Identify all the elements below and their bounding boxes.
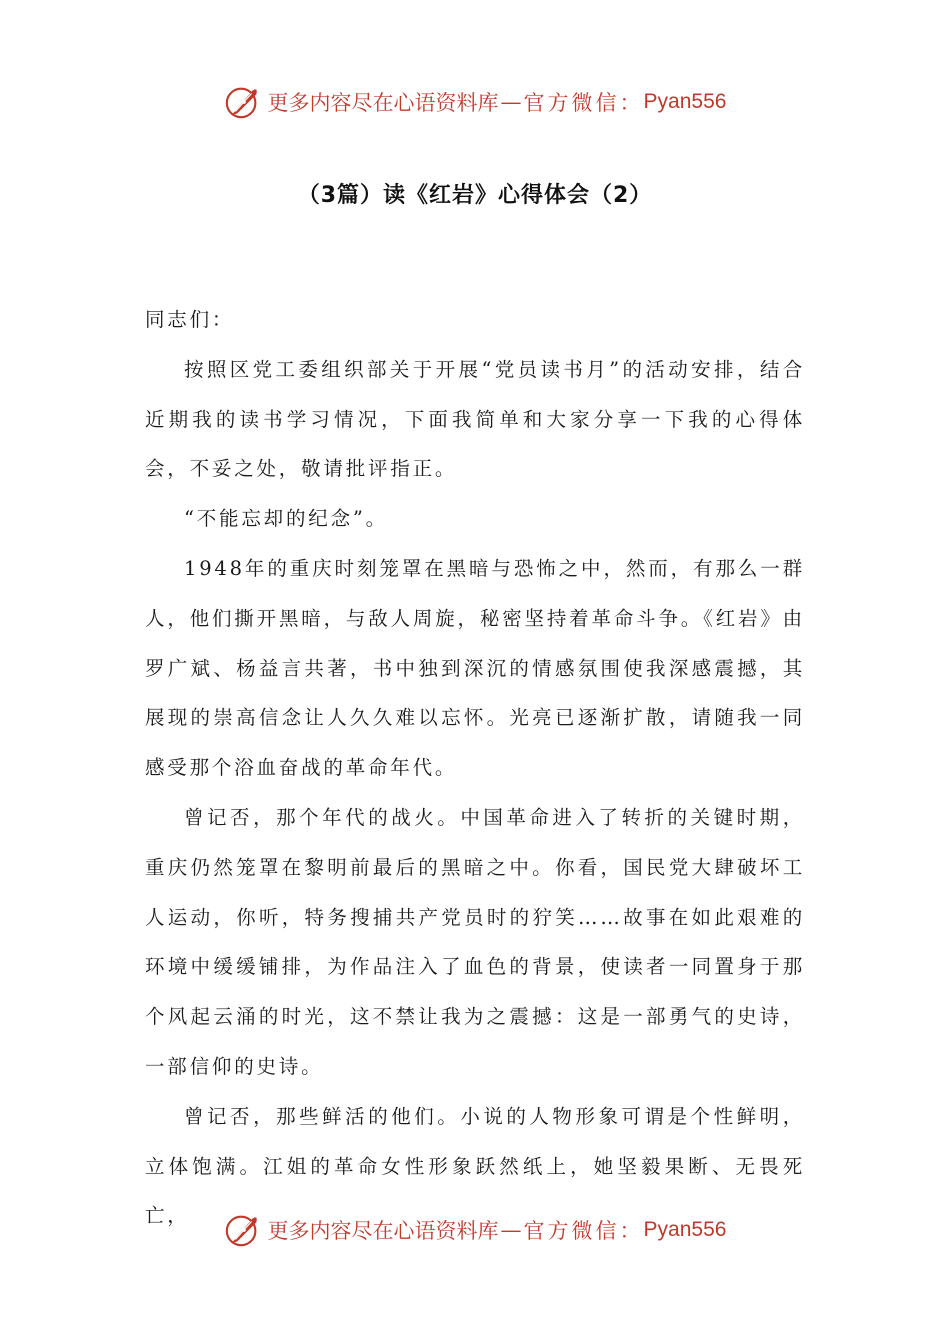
document-title: （3篇）读《红岩》心得体会（2） <box>297 183 653 208</box>
paragraph: 1948年的重庆时刻笼罩在黑暗与恐怖之中，然而，有那么一群人，他们撕开黑暗，与敌人周旋，秘密坚持着革命斗争。《红岩》由罗广斌、杨益言共著，书中独到深沉的情感氛围使我深感震撼，其展现的崇高信念让人久久难以忘怀。光亮已逐渐扩散，请随我一同感受那个浴血奋战的革命年代。 <box>145 556 805 780</box>
banner-text: 更多内容尽在心语资料库 <box>267 1219 499 1243</box>
paragraph: 曾记否，那些鲜活的他们。小说的人物形象可谓是个性鲜明，立体饱满。江姐的革命女性形象跃然纸上，她坚毅果断、无畏死亡， <box>145 1104 805 1228</box>
salutation: 同志们： <box>145 308 235 331</box>
banner-dash: — <box>500 90 522 114</box>
banner-wechat-id: Pyan556 <box>643 1218 727 1241</box>
banner-wechat-id: Pyan556 <box>643 90 727 113</box>
quill-pen-logo-icon <box>224 83 262 121</box>
header-banner <box>0 82 950 122</box>
paragraph: 曾记否，那个年代的战火。中国革命进入了转折的关键时期，重庆仍然笼罩在黎明前最后的黑暗之中。你看，国民党大肆破坏工人运动，你听，特务搜捕共产党员时的狞笑……故事在如此艰难的环境中缓缓铺排，为作品注入了血色的背景，使读者一同置身于那个风起云涌的时光，这不禁让我为之震撼：这是一部勇气的史诗，一部信仰的史诗。 <box>145 805 805 1078</box>
document-body <box>145 295 805 1241</box>
paragraph: “不能忘却的纪念”。 <box>184 507 388 531</box>
banner-wechat-label: 官方微信： <box>523 91 644 115</box>
banner-dash: — <box>500 1218 522 1242</box>
banner-text: 更多内容尽在心语资料库 <box>267 91 499 115</box>
footer-banner <box>0 1210 950 1250</box>
banner-wechat-label: 官方微信： <box>523 1219 644 1243</box>
quill-pen-logo-icon <box>224 1211 262 1249</box>
paragraph: 按照区党工委组织部关于开展“党员读书月”的活动安排，结合近期我的读书学习情况，下面我简单和大家分享一下我的心得体会，不妥之处，敬请批评指正。 <box>145 357 805 481</box>
